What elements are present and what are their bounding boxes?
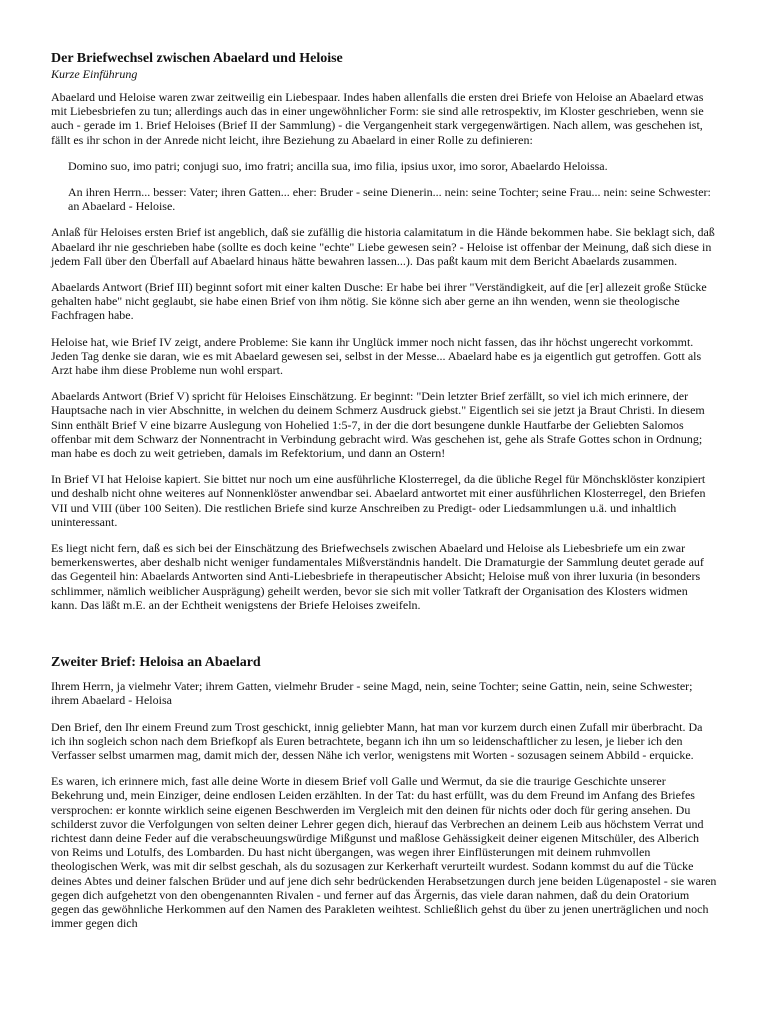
letter-salutation: Ihrem Herrn, ja vielmehr Vater; ihrem Gatten, vielmehr Bruder - seine Magd, nein, seine Tochter; seine Gattin, nein, seine Schwester; ihrem Abaelard - Heloisa xyxy=(51,679,693,708)
letter-paragraph: Den Brief, den Ihr einem Freund zum Trost geschickt, innig geliebter Mann, hat man vor kurzem durch einen Zufall mir überbracht. Da ich ihn sogleich schon nach dem Briefkopf als Euren betrachtete, begann ich ihn um so leidenschaftlicher zu lesen, je lieber ich den Verfasser selbst umarmen mag, damit mich der, dessen Nähe ich verlor, wenigstens mit Worten - sozusagen seinem Abbild - erquicke. xyxy=(51,719,703,762)
section-spacer xyxy=(51,624,717,654)
document-content xyxy=(51,50,717,942)
letter-paragraph: Es waren, ich erinnere mich, fast alle deine Worte in diesem Brief voll Galle und Wermut, da sie die traurige Geschichte unserer Bekehrung und, mein Einziger, deine endlosen Leiden erzählten. In der Tat: du hast erfüllt, was du dem Freund im Anfang des Briefes versprochen: er konnte wirklich seine eigenen Beschwerden im Vergleich mit den deinen für nichts oder doch für gering ansehen. Du schilderst zuvor die Verfolgungen von selten deiner Lehrer gegen dich, hierauf das Verbrechen an deinem Leib aus höchstem Verrat und richtest dann deine Feder auf die verabscheuungswürdige Mißgunst und maßlose Gehässigkeit deiner eigenen Mitschüler, des Alberich von Reims und Lotulfs, des Lombarden. Du hast nicht übergangen, was wegen ihrer Einflüsterungen mit deinem ruhmvollen theologischen Werk, was mit dir selbst geschah, als du sozusagen zur Kerkerhaft verurteilt wurdest. Sodann kommst du auf die Tücke deines Abtes und deiner falschen Brüder und auf jene dich sehr bedrückenden Herabsetzungen durch jene beiden Lügenapostel - sie waren gegen dich aufgehetzt von den obengenannten Rivalen - und ferner auf das Ärgernis, das viele daran nahmen, daß du dein Oratorium gegen das gewöhnliche Herkommen auf den Namen des Parakleten weihtest. Schließlich gehst du über zu jenen unerträglichen und noch immer gegen dich xyxy=(51,774,717,931)
intro-paragraph: In Brief VI hat Heloise kapiert. Sie bittet nur noch um eine ausführliche Klosterregel, da die übliche Regel für Mönchsklöster konzipiert und deshalb nicht ohne weiteres auf Nonnenklöster anwendbar sei. Abaelard antwortet mit einer ausführlichen Klosterregel, den Briefen VII und VIII (über 100 Seiten). Die restlichen Briefe sind kurze Anschreiben zu Predigt- oder Liedsammlungen u.ä. und inhaltlich uninteressant. xyxy=(51,472,706,529)
intro-paragraph: Abaelard und Heloise waren zwar zeitweilig ein Liebespaar. Indes haben allenfalls die ersten drei Briefe von Heloise an Abaelard etwas mit Liebesbriefen zu tun; allerdings auch das in einer ungewöhnlicher Form: sie sind alle retrospektiv, im Kloster geschrieben, wenn sie auch - gerade im 1. Brief Heloises (Brief II der Sammlung) - die Vergangenheit stark vergegenwärtigen. Nach allem, was geschehen ist, fällt es ihr schon in der Anrede nicht leicht, ihre Beziehung zu Abaelard in einer Rolle zu definieren: xyxy=(51,90,704,147)
intro-paragraph: Abaelards Antwort (Brief V) spricht für Heloises Einschätzung. Er beginnt: "Dein letzter Brief zerfällt, so viel ich mich erinnere, der Hauptsache nach in vier Abschnitte, in welchen du deinem Schmerz Ausdruck giebst." Eigentlich sei sie jetzt ja Braut Christi. In diesem Sinn enthält Brief V eine bizarre Auslegung von Hohelied 1:5-7, in der die dort besungene dunkle Hautfarbe der Geliebten Salomos offenbar mit dem Schwarz der Nonnentracht in Verbindung gebracht wird. Was geschehen ist, gehe als Strafe Gottes schon in Ordnung; man habe es doch zu weit getrieben, damals im Refektorium, und dann an Ostern! xyxy=(51,389,705,461)
intro-paragraph: Heloise hat, wie Brief IV zeigt, andere Probleme: Sie kann ihr Unglück immer noch nicht fassen, das ihr höchst ungerecht vorkommt. Jeden Tag denke sie daran, wie es mit Abaelard gewesen sei, selbst in der Messe... Abaelard habe es ja eigentlich gut getroffen. Gott als Arzt habe ihm diese Probleme nun wohl erspart. xyxy=(51,334,702,378)
intro-title: Der Briefwechsel zwischen Abaelard und Heloise xyxy=(51,51,343,66)
letter-title: Zweiter Brief: Heloisa an Abaelard xyxy=(51,655,261,671)
intro-paragraph: Es liegt nicht fern, daß es sich bei der Einschätzung des Briefwechsels zwischen Abaelard und Heloise als Liebesbriefe um ein zwar bemerkenswertes, aber deshalb nicht weniger fundamentales Mißverständnis handelt. Die Dramaturgie der Sammlung deutet gerade auf das Gegenteil hin: Abaelards Antworten sind Anti-Liebesbriefe in therapeutischer Absicht; Heloise muß von ihrer luxuria (in besonders schlimmer, nämlich weiblicher Ausprägung) geheilt werden, bevor sie sich mit voller Tatkraft der Organisation des Klosters widmen kann. Das läßt m.E. an der Echtheit wenigstens der Briefe Heloises zweifeln. xyxy=(51,541,704,612)
intro-paragraph: Abaelards Antwort (Brief III) beginnt sofort mit einer kalten Dusche: Er habe bei ihrer "Verständigkeit, auf die [er] allezeit große Stücke gehalten habe" nicht geglaubt, sie habe einen Brief von ihm nötig. Sie könne sich aber gerne an ihn wenden, wenn sie theologische Fachfragen habe. xyxy=(51,280,707,323)
intro-subtitle: Kurze Einführung xyxy=(51,67,138,81)
german-salutation-quote: An ihren Herrn... besser: Vater; ihren Gatten... eher: Bruder - seine Dienerin... nein: seine Tochter; seine Frau... nein: seine Schwester: an Abaelard - Heloise. xyxy=(68,185,711,214)
intro-paragraph: Anlaß für Heloises ersten Brief ist angeblich, daß sie zufällig die historia calamitatum in die Hände bekommen habe. Sie beklagt sich, daß Abaelard ihr nie geschrieben habe (sollte es doch keine "echte" Liebe gewesen sein? - Heloise ist offenbar der Meinung, daß sich diese in jedem Fall über den Überfall auf Abaelard hinaus hätte bewahren lassen...). Das paßt kaum mit dem Bericht Abaelards zusammen. xyxy=(51,225,715,268)
latin-salutation-quote: Domino suo, imo patri; conjugi suo, imo fratri; ancilla sua, imo filia, ipsius uxor, imo soror, Abaelardo Heloissa. xyxy=(68,158,608,173)
